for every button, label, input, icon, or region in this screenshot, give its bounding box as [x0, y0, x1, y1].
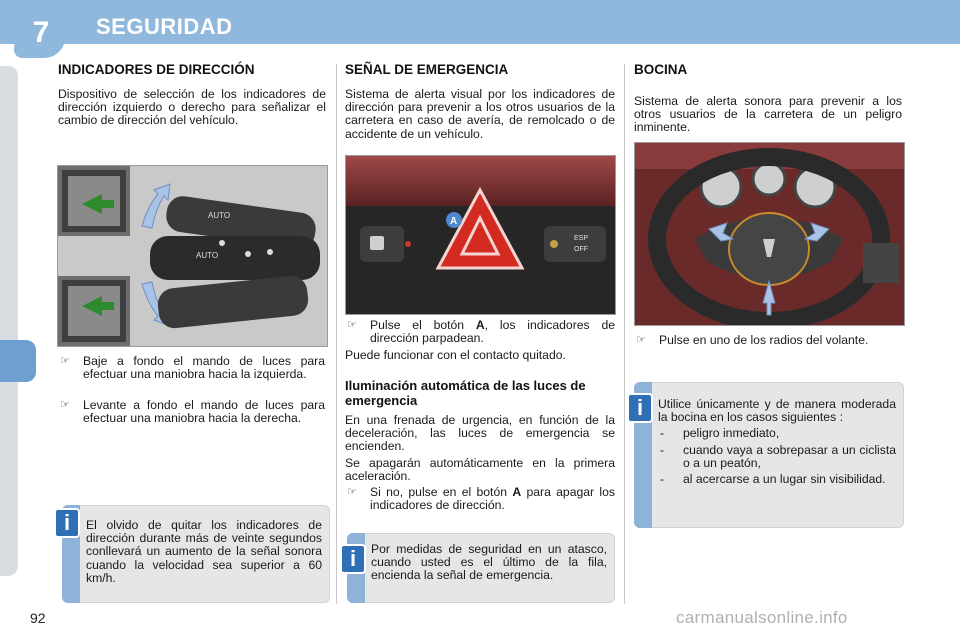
horn-usage-item: - al acercarse a un lugar sin visibilidad. [660, 472, 886, 487]
auto-hazard-p1: En una frenada de urgencia, en función de la deceleración, las luces de emergencia se encienden. [345, 413, 615, 454]
column-divider [336, 64, 337, 604]
subsection-title-auto-hazard: Iluminación automática de las luces de emergencia [345, 378, 586, 408]
horn-usage-item: - cuando vaya a sobrepasar a un ciclista o a un peatón, [660, 442, 896, 470]
bullet-turn-right: ☞ Levante a fondo el mando de luces para efectuar una maniobra hacia la derecha. [60, 398, 325, 426]
side-strip [0, 66, 18, 576]
info-icon: i [340, 544, 366, 574]
section-title-direction-indicators: INDICADORES DE DIRECCIÓN [58, 62, 255, 77]
figure-light-stalk [57, 165, 328, 347]
column-divider [624, 64, 625, 604]
bullet-press-button-a: ☞ Pulse el botón A, los indicadores de dirección parpadean. [347, 318, 615, 346]
hazard-note: Puede funcionar con el contacto quitado. [345, 348, 566, 362]
hazard-lights-intro: Sistema de alerta visual por los indicadores de dirección para prevenir a los otros usuarios de la carretera en caso de avería, de remolcado o de accidente de un vehículo. [345, 87, 615, 141]
lock-icon [370, 236, 384, 250]
svg-text:A: A [450, 216, 458, 227]
horn-intro: Sistema de alerta sonora para prevenir a los otros usuarios de la carretera de un peligro inminente. [634, 94, 902, 135]
bullet-press-button-a-off: ☞ Si no, pulse en el botón A para apagar los indicadores de dirección. [347, 485, 615, 513]
direction-indicators-intro: Dispositivo de selección de los indicadores de dirección izquierdo o derecho para señalizar el cambio de dirección del vehículo. [58, 87, 326, 128]
info-icon: i [627, 393, 653, 423]
watermark: carmanualsonline.info [676, 608, 848, 627]
auto-hazard-p2: Se apagarán automáticamente en la primera aceleración. [345, 456, 615, 484]
svg-text:ESP: ESP [574, 235, 589, 242]
page-number: 92 [30, 610, 46, 626]
chapter-side-tab [0, 340, 36, 382]
info-box-indicator-reminder: El olvido de quitar los indicadores de dirección durante más de veinte segundos conllevará un aumento de la señal sonora cuando la velocidad sea superior a 60 km/h. [62, 505, 330, 603]
svg-text:OFF: OFF [574, 246, 588, 253]
bullet-turn-left: ☞ Baje a fondo el mando de luces para efectuar una maniobra hacia la izquierda. [60, 354, 325, 382]
light-stalk-illustration [58, 166, 327, 346]
figure-hazard-button [345, 155, 616, 315]
horn-usage-intro: Utilice únicamente y de manera moderada la bocina en los casos siguientes : [658, 397, 896, 425]
page-title: SEGURIDAD [96, 14, 233, 39]
section-title-hazard-lights: SEÑAL DE EMERGENCIA [345, 62, 509, 77]
svg-text:AUTO: AUTO [196, 251, 219, 260]
pointing-hand-icon: ☞ [347, 486, 357, 498]
info-icon: i [54, 508, 80, 538]
pointing-hand-icon: ☞ [60, 399, 70, 411]
bullet-press-horn: ☞ Pulse en uno de los radios del volante. [636, 333, 869, 347]
section-title-horn: BOCINA [634, 62, 688, 77]
chapter-number: 7 [32, 16, 50, 49]
horn-usage-item: - peligro inmediato, [660, 426, 780, 441]
pointing-hand-icon: ☞ [636, 334, 646, 346]
steering-wheel-illustration [635, 143, 904, 325]
info-box-horn-usage [634, 382, 904, 528]
info-box-traffic-jam: Por medidas de seguridad en un atasco, cuando usted es el último de la fila, encienda la señal de emergencia. [347, 533, 615, 603]
hazard-button-illustration [346, 156, 615, 314]
pointing-hand-icon: ☞ [60, 355, 70, 367]
figure-steering-wheel [634, 142, 905, 326]
svg-text:AUTO: AUTO [208, 211, 231, 220]
pointing-hand-icon: ☞ [347, 319, 357, 331]
